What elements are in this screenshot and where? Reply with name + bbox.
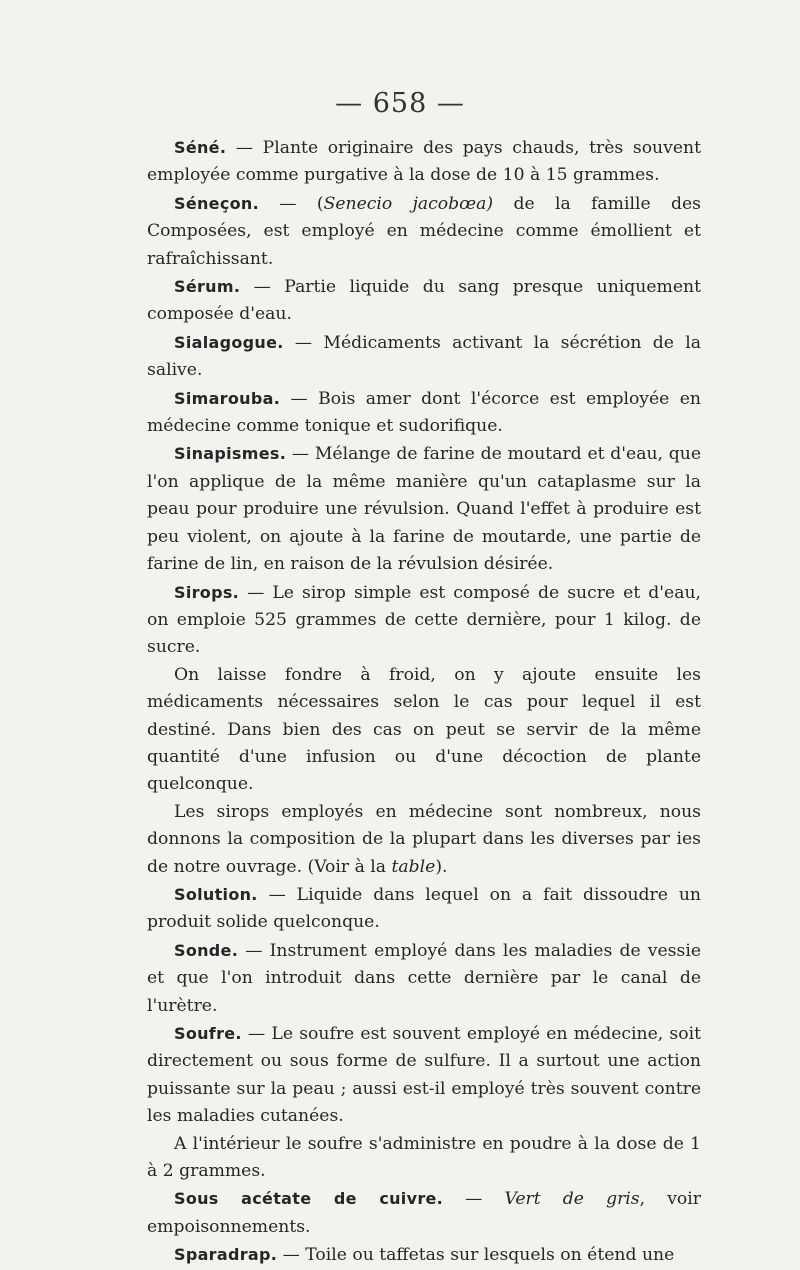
entry-text: de la famille des Composées, est employé en médecine comme émollient et rafraîchissant. [147,193,701,269]
entry-text: , voir empoisonnements. [147,1189,701,1237]
entry-sonde [147,937,701,1020]
entry-text: — Bois amer dont l'écorce est employée en médecine comme tonique et sudorifique. [147,388,701,437]
entry-text: — Liquide dans lequel on a fait dissoudre un produit solide quelconque. [147,884,701,933]
entry-senecon [147,190,701,273]
entry-sous-acetate-de-cuivre [147,1185,701,1241]
cross-reference: Vert de gris [504,1189,640,1210]
paragraph-text: Les sirops employés en médecine sont nombreux, nous donnons la composition de la plupart dans les diverses par ies de notre ouvrage. (Voir à la [147,801,701,877]
page-body [147,134,701,1270]
entry-term: Simarouba. [174,388,281,408]
entry-term: Séneçon. [174,193,259,213]
entry-soufre [147,1020,701,1131]
entry-term: Soufre. [174,1024,242,1043]
entry-text: — Mélange de farine de moutard et d'eau, que l'on applique de la même manière qu'un cataplasme sur la peau pour produire une révulsion. Quand l'effet à produire est peu violent, on ajoute à la farine de moutarde, une partie de farine de lin, en raison de la révulsion désirée. [147,444,701,575]
entry-text: — Instrument employé dans les maladies de vessie et que l'on introduit dans cette dernière par le canal de l'urètre. [147,940,701,1016]
entry-term: Sérum. [174,277,241,297]
entry-text: — Partie liquide du sang presque uniquement composée d'eau. [147,277,701,325]
paragraph: On laisse fondre à froid, on y ajoute ensuite les médicaments nécessaires selon le cas pour lequel il est destiné. Dans bien des cas on peut se servir de la même quantité d'une infusion ou d'une décoction de plante quelconque. [147,664,701,795]
entry-sene [147,134,701,190]
entry-term: Solution. [174,884,258,904]
entry-text: — Plante originaire des pays chauds, très souvent employée comme purgative à la dose de 10 à 15 grammes. [147,138,701,186]
paragraph-text: ). [435,856,448,877]
paragraph: A l'intérieur le soufre s'administre en poudre à la dose de 1 à 2 grammes. [147,1133,701,1182]
entry-simarouba [147,385,701,441]
entry-text: — Le soufre est souvent employé en médecine, soit directement ou sous forme de sulfure. Il a surtout une action puissante sur la peau ; aussi est-il employé très souvent contre les maladies cutanées. [147,1024,701,1127]
entry-term: Sparadrap. [174,1245,278,1265]
table-reference: table [391,856,436,877]
entry-sialagogue [147,329,701,385]
entry-term: Sous acétate de cuivre. [174,1189,444,1209]
paragraph [147,799,701,881]
entry-term: Séné. [174,138,227,157]
entry-text: — ( [258,193,324,214]
entry-term: Sialagogue. [174,332,284,352]
entry-term: Sinapismes. [174,444,287,464]
entry-text: — Le sirop simple est composé de sucre et d'eau, on emploie 525 grammes de cette dernière, pour 1 kilog. de sucre. [147,582,701,658]
entry-serum [147,273,701,329]
entry-term: Sonde. [174,940,239,960]
entry-sparadrap [147,1241,701,1269]
entry-text: — [443,1189,505,1210]
entry-sirops [147,579,701,662]
entry-text: — Toile ou taffetas sur lesquels on étend une [277,1245,675,1266]
entry-text: — Médicaments activant la sécrétion de la salive. [147,332,701,381]
entry-term: Sirops. [174,582,240,602]
entry-latin-name: Senecio jacobœa) [323,193,494,214]
entry-solution [147,881,701,937]
page-number: — 658 — [335,88,465,119]
entry-sinapismes [147,440,701,578]
